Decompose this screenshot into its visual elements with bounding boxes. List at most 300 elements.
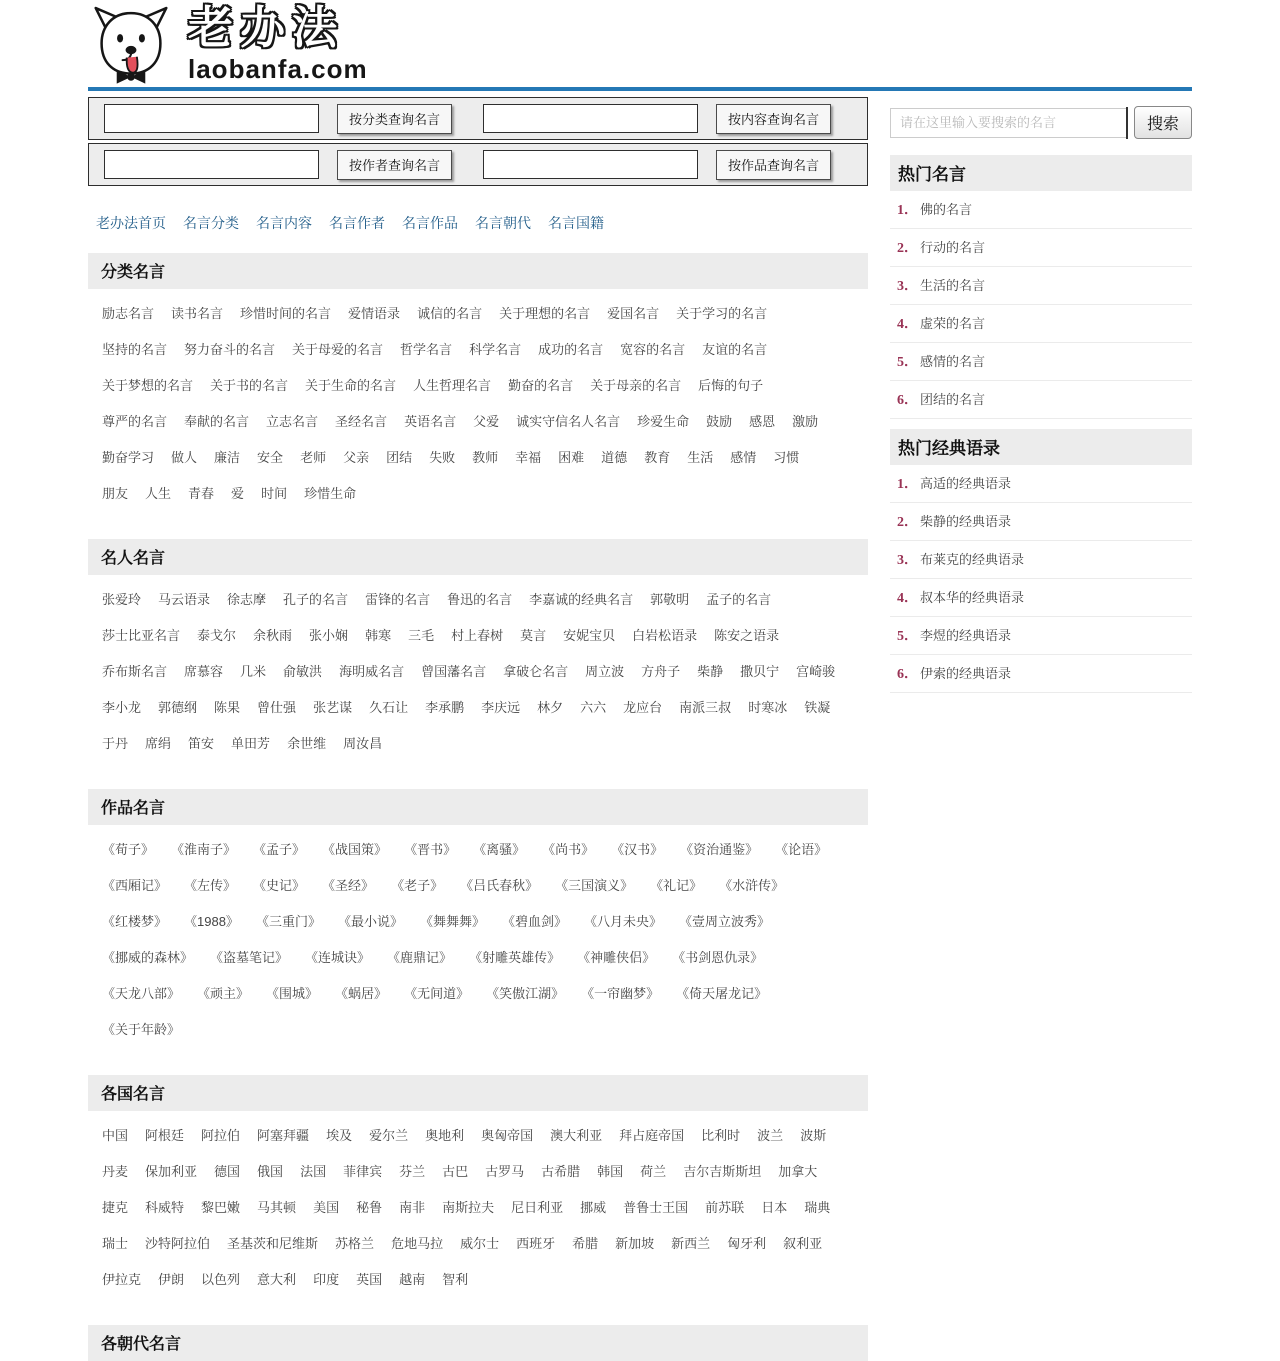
category-link[interactable]: 科学名言 [469,342,522,357]
category-link[interactable]: 哲学名言 [400,342,453,357]
panel-item [890,465,1192,503]
item-number: 2． [897,515,918,530]
author-link[interactable]: 周汝昌 [343,736,383,751]
category-link[interactable]: 教育 [644,450,671,465]
category-link[interactable]: 圣经名言 [335,414,388,429]
author-link[interactable]: 拿破仑名言 [503,664,569,679]
country-link[interactable]: 古希腊 [541,1164,581,1179]
country-link[interactable]: 叙利亚 [783,1236,823,1251]
hot-sayings-link[interactable]: 布莱克的经典语录 [920,552,1025,567]
search-button[interactable]: 搜索 [1134,106,1192,139]
country-link[interactable]: 芬兰 [399,1164,426,1179]
country-link[interactable]: 波兰 [757,1128,784,1143]
country-link[interactable]: 加拿大 [778,1164,818,1179]
author-link[interactable]: 马云语录 [158,592,211,607]
category-link[interactable]: 时间 [261,486,288,501]
hot-quotes-link[interactable]: 生活的名言 [920,278,986,293]
query-button-2[interactable]: 按作者查询名言 [337,150,452,180]
section-category [88,253,868,519]
work-link[interactable]: 《笑傲江湖》 [486,986,565,1001]
work-link[interactable]: 《挪威的森林》 [102,950,194,965]
author-link[interactable]: 宫崎骏 [796,664,836,679]
work-link[interactable]: 《老子》 [391,878,444,893]
work-link[interactable]: 《关于年龄》 [102,1022,181,1037]
country-link[interactable]: 智利 [442,1272,469,1287]
item-number: 3． [897,553,918,568]
item-number: 6． [897,393,918,408]
query-input-0[interactable] [104,104,319,133]
category-link[interactable]: 青春 [188,486,215,501]
author-link[interactable]: 曾国藩名言 [421,664,487,679]
author-link[interactable]: 俞敏洪 [283,664,323,679]
country-link[interactable]: 波斯 [800,1128,827,1143]
country-link[interactable]: 保加利亚 [145,1164,198,1179]
author-link[interactable]: 于丹 [102,736,129,751]
country-link[interactable]: 捷克 [102,1200,129,1215]
site-header [88,0,1192,91]
author-link[interactable]: 笛安 [188,736,215,751]
category-link[interactable]: 珍爱生命 [637,414,690,429]
country-link[interactable]: 黎巴嫩 [201,1200,241,1215]
country-link[interactable]: 印度 [313,1272,340,1287]
country-link[interactable]: 荷兰 [640,1164,667,1179]
sidebar [890,97,1192,1361]
nav-link[interactable]: 名言国籍 [548,215,604,231]
work-link[interactable]: 《围城》 [266,986,319,1001]
panel-item [890,617,1192,655]
hot-sayings-link[interactable]: 李煜的经典语录 [920,628,1012,643]
panel-title: 热门经典语录 [890,429,1192,465]
work-link[interactable]: 《三重门》 [255,914,321,929]
category-link[interactable]: 勤奋的名言 [508,378,574,393]
country-link[interactable]: 奥匈帝国 [481,1128,534,1143]
query-input-2[interactable] [104,150,319,179]
query-form-row [88,143,868,186]
category-link[interactable]: 关于梦想的名言 [102,378,194,393]
country-link[interactable]: 新西兰 [671,1236,711,1251]
author-link[interactable]: 余世维 [287,736,327,751]
category-link[interactable]: 关于生命的名言 [305,378,397,393]
work-link[interactable]: 《舞舞舞》 [419,914,485,929]
author-link[interactable]: 林夕 [537,700,564,715]
work-link[interactable]: 《礼记》 [650,878,703,893]
author-link[interactable]: 几米 [240,664,267,679]
category-link[interactable]: 道德 [601,450,628,465]
category-link[interactable]: 廉洁 [214,450,241,465]
nav-link[interactable]: 名言内容 [256,215,312,231]
author-link[interactable]: 陈果 [214,700,241,715]
country-link[interactable]: 法国 [300,1164,327,1179]
author-link[interactable]: 李庆远 [481,700,521,715]
country-link[interactable]: 秘鲁 [356,1200,383,1215]
work-link[interactable]: 《顽主》 [197,986,250,1001]
country-link[interactable]: 意大利 [257,1272,297,1287]
country-link[interactable]: 伊拉克 [102,1272,142,1287]
hot-quotes-link[interactable]: 感情的名言 [920,354,986,369]
country-link[interactable]: 古罗马 [485,1164,525,1179]
author-link[interactable]: 单田芳 [231,736,271,751]
author-link[interactable]: 李小龙 [102,700,142,715]
panel-item [890,503,1192,541]
country-link[interactable]: 澳大利亚 [550,1128,603,1143]
category-link[interactable]: 诚实守信名人名言 [516,414,621,429]
author-link[interactable]: 方舟子 [641,664,681,679]
hot-sayings-link[interactable]: 高适的经典语录 [920,476,1012,491]
panel-item [890,191,1192,229]
country-link[interactable]: 阿根廷 [145,1128,185,1143]
author-link[interactable]: 余秋雨 [253,628,293,643]
country-link[interactable]: 南斯拉夫 [442,1200,495,1215]
country-link[interactable]: 吉尔吉斯斯坦 [683,1164,762,1179]
country-link[interactable]: 比利时 [701,1128,741,1143]
category-link[interactable]: 努力奋斗的名言 [184,342,276,357]
work-link[interactable]: 《红楼梦》 [102,914,168,929]
panel-item [890,541,1192,579]
country-link[interactable]: 希腊 [572,1236,599,1251]
sidebar-search [890,106,1192,139]
section-author [88,539,868,769]
category-link[interactable]: 成功的名言 [538,342,604,357]
category-link[interactable]: 英语名言 [404,414,457,429]
author-link[interactable]: 席绢 [145,736,172,751]
work-link[interactable]: 《晋书》 [404,842,457,857]
main-nav [96,213,868,233]
country-link[interactable]: 普鲁士王国 [623,1200,689,1215]
section-title: 各国名言 [88,1075,868,1111]
work-link[interactable]: 《尚书》 [542,842,595,857]
category-link[interactable]: 励志名言 [102,306,155,321]
country-link[interactable]: 伊朗 [158,1272,185,1287]
search-divider [1126,107,1128,139]
work-link[interactable]: 《淮南子》 [171,842,237,857]
work-link[interactable]: 《天龙八部》 [102,986,181,1001]
nav-link[interactable]: 名言分类 [183,215,239,231]
category-link[interactable]: 失败 [429,450,456,465]
country-link[interactable]: 俄国 [257,1164,284,1179]
hot-quotes-link[interactable]: 佛的名言 [920,202,973,217]
category-link[interactable]: 困难 [558,450,585,465]
main-column [88,97,868,1361]
category-link[interactable]: 老师 [300,450,327,465]
work-link[interactable]: 《八月未央》 [584,914,663,929]
nav-link[interactable]: 名言作品 [402,215,458,231]
category-link[interactable]: 激励 [792,414,819,429]
author-link[interactable]: 徐志摩 [227,592,267,607]
category-link[interactable]: 做人 [171,450,198,465]
country-link[interactable]: 埃及 [326,1128,353,1143]
country-link[interactable]: 拜占庭帝国 [619,1128,685,1143]
item-number: 4． [897,317,918,332]
author-link[interactable]: 周立波 [585,664,625,679]
country-link[interactable]: 匈牙利 [727,1236,767,1251]
category-link[interactable]: 诚信的名言 [417,306,483,321]
category-link[interactable]: 习惯 [773,450,800,465]
site-domain: laobanfa.com [188,53,368,84]
country-link[interactable]: 菲律宾 [343,1164,383,1179]
category-link[interactable]: 关于学习的名言 [676,306,768,321]
panel-item [890,343,1192,381]
content [88,97,1192,1361]
work-link[interactable]: 《孟子》 [253,842,306,857]
country-link[interactable]: 南非 [399,1200,426,1215]
category-link[interactable]: 感情 [730,450,757,465]
logo[interactable] [88,3,368,87]
author-link[interactable]: 李承鹏 [425,700,465,715]
section-links [88,1111,868,1305]
author-link[interactable]: 撒贝宁 [740,664,780,679]
author-link[interactable]: 郭敬明 [650,592,690,607]
sections [88,253,868,1361]
country-link[interactable]: 奥地利 [425,1128,465,1143]
country-link[interactable]: 圣基茨和尼维斯 [227,1236,319,1251]
panel-hot-quotes [890,155,1192,419]
country-link[interactable]: 韩国 [597,1164,624,1179]
panel-item [890,579,1192,617]
country-link[interactable]: 越南 [399,1272,426,1287]
work-link[interactable]: 《倚天屠龙记》 [676,986,768,1001]
author-link[interactable]: 龙应台 [623,700,663,715]
work-link[interactable]: 《书剑恩仇录》 [672,950,764,965]
country-link[interactable]: 新加坡 [615,1236,655,1251]
work-link[interactable]: 《三国演义》 [555,878,634,893]
section-links [88,575,868,769]
author-link[interactable]: 铁凝 [804,700,831,715]
author-link[interactable]: 久石让 [369,700,409,715]
category-link[interactable]: 生活 [687,450,714,465]
category-link[interactable]: 教师 [472,450,499,465]
country-link[interactable]: 阿塞拜疆 [257,1128,310,1143]
country-link[interactable]: 瑞典 [804,1200,831,1215]
section-title: 名人名言 [88,539,868,575]
work-link[interactable]: 《连城诀》 [305,950,371,965]
country-link[interactable]: 爱尔兰 [369,1128,409,1143]
nav-link[interactable]: 名言朝代 [475,215,531,231]
hot-sayings-link[interactable]: 柴静的经典语录 [920,514,1012,529]
hot-quotes-link[interactable]: 虚荣的名言 [920,316,986,331]
category-link[interactable]: 勤奋学习 [102,450,155,465]
section-links [88,825,868,1055]
category-link[interactable]: 团结 [386,450,413,465]
item-number: 4． [897,591,918,606]
item-number: 1． [897,203,918,218]
dog-mascot-icon [88,3,174,87]
author-link[interactable]: 三毛 [408,628,435,643]
category-link[interactable]: 立志名言 [266,414,319,429]
country-link[interactable]: 危地马拉 [391,1236,444,1251]
nav-link[interactable]: 名言作者 [329,215,385,231]
section-dynasty [88,1325,868,1361]
work-link[interactable]: 《神雕侠侣》 [577,950,656,965]
item-number: 5． [897,629,918,644]
work-link[interactable]: 《吕氏春秋》 [460,878,539,893]
query-form-row [88,97,868,140]
section-country [88,1075,868,1305]
country-link[interactable]: 瑞士 [102,1236,129,1251]
country-link[interactable]: 德国 [214,1164,241,1179]
section-title: 各朝代名言 [88,1325,868,1361]
country-link[interactable]: 中国 [102,1128,129,1143]
author-link[interactable]: 莫言 [520,628,547,643]
query-button-3[interactable]: 按作品查询名言 [716,150,831,180]
author-link[interactable]: 安妮宝贝 [563,628,616,643]
category-link[interactable]: 珍惜生命 [304,486,357,501]
category-link[interactable]: 鼓励 [706,414,733,429]
work-link[interactable]: 《最小说》 [337,914,403,929]
hot-quotes-link[interactable]: 行动的名言 [920,240,986,255]
country-link[interactable]: 英国 [356,1272,383,1287]
author-link[interactable]: 席慕容 [184,664,224,679]
author-link[interactable]: 乔布斯名言 [102,664,168,679]
category-link[interactable]: 关于理想的名言 [499,306,591,321]
author-link[interactable]: 时寒冰 [748,700,788,715]
category-link[interactable]: 宽容的名言 [620,342,686,357]
query-input-3[interactable] [483,150,698,179]
panel-item [890,305,1192,343]
hot-quotes-link[interactable]: 团结的名言 [920,392,986,407]
category-link[interactable]: 感恩 [749,414,776,429]
author-link[interactable]: 白岩松语录 [632,628,698,643]
work-link[interactable]: 《鹿鼎记》 [387,950,453,965]
category-link[interactable]: 爱 [231,486,245,501]
category-link[interactable]: 朋友 [102,486,129,501]
category-link[interactable]: 关于书的名言 [210,378,289,393]
country-link[interactable]: 科威特 [145,1200,185,1215]
country-link[interactable]: 西班牙 [516,1236,556,1251]
panel-item [890,381,1192,419]
country-link[interactable]: 古巴 [442,1164,469,1179]
category-link[interactable]: 安全 [257,450,284,465]
site-title: 老办法 [188,2,345,54]
category-link[interactable]: 幸福 [515,450,542,465]
work-link[interactable]: 《战国策》 [322,842,388,857]
category-link[interactable]: 关于母亲的名言 [590,378,682,393]
country-link[interactable]: 沙特阿拉伯 [145,1236,211,1251]
sidebar-panels [890,155,1192,693]
country-link[interactable]: 美国 [313,1200,340,1215]
category-link[interactable]: 尊严的名言 [102,414,168,429]
author-link[interactable]: 郭德纲 [158,700,198,715]
query-input-1[interactable] [483,104,698,133]
author-link[interactable]: 村上春树 [451,628,504,643]
author-link[interactable]: 张艺谋 [313,700,353,715]
author-link[interactable]: 莎士比亚名言 [102,628,181,643]
work-link[interactable]: 《左传》 [184,878,237,893]
section-title: 分类名言 [88,253,868,289]
item-number: 1． [897,477,918,492]
query-button-1[interactable]: 按内容查询名言 [716,104,831,134]
logo-text [188,4,368,84]
panel-item [890,229,1192,267]
item-number: 2． [897,241,918,256]
country-link[interactable]: 以色列 [201,1272,241,1287]
category-link[interactable]: 后悔的句子 [698,378,764,393]
work-link[interactable]: 《水浒传》 [719,878,785,893]
section-links [88,289,868,519]
section-work [88,789,868,1055]
work-link[interactable]: 《射雕英雄传》 [469,950,561,965]
nav-link[interactable]: 老办法首页 [96,215,166,231]
author-link[interactable]: 六六 [580,700,607,715]
category-link[interactable]: 父亲 [343,450,370,465]
work-link[interactable]: 《资治通鉴》 [680,842,759,857]
author-link[interactable]: 南派三叔 [679,700,732,715]
query-form [88,97,868,186]
panel-title: 热门名言 [890,155,1192,191]
country-link[interactable]: 苏格兰 [335,1236,375,1251]
country-link[interactable]: 阿拉伯 [201,1128,241,1143]
panel-item [890,267,1192,305]
work-link[interactable]: 《汉书》 [611,842,664,857]
page [88,0,1192,1361]
country-link[interactable]: 威尔士 [460,1236,500,1251]
country-link[interactable]: 日本 [761,1200,788,1215]
work-link[interactable]: 《西厢记》 [102,878,168,893]
author-link[interactable]: 孟子的名言 [706,592,772,607]
author-link[interactable]: 柴静 [697,664,724,679]
work-link[interactable]: 《论语》 [775,842,828,857]
category-link[interactable]: 友谊的名言 [702,342,768,357]
author-link[interactable]: 雷锋的名言 [365,592,431,607]
author-link[interactable]: 海明威名言 [339,664,405,679]
hot-sayings-link[interactable]: 叔本华的经典语录 [920,590,1025,605]
work-link[interactable]: 《1988》 [184,914,239,929]
work-link[interactable]: 《盗墓笔记》 [210,950,289,965]
category-link[interactable]: 读书名言 [171,306,224,321]
hot-sayings-link[interactable]: 伊索的经典语录 [920,666,1012,681]
work-link[interactable]: 《圣经》 [322,878,375,893]
panel-item [890,655,1192,693]
country-link[interactable]: 丹麦 [102,1164,129,1179]
category-link[interactable]: 父爱 [473,414,500,429]
panel-hot-sayings [890,429,1192,693]
author-link[interactable]: 李嘉诚的经典名言 [529,592,634,607]
work-link[interactable]: 《蜗居》 [335,986,388,1001]
author-link[interactable]: 鲁迅的名言 [447,592,513,607]
country-link[interactable]: 前苏联 [705,1200,745,1215]
author-link[interactable]: 张小娴 [309,628,349,643]
category-link[interactable]: 坚持的名言 [102,342,168,357]
category-link[interactable]: 爱情语录 [348,306,401,321]
category-link[interactable]: 关于母爱的名言 [292,342,384,357]
country-link[interactable]: 挪威 [580,1200,607,1215]
category-link[interactable]: 珍惜时间的名言 [240,306,332,321]
author-link[interactable]: 张爱玲 [102,592,142,607]
author-link[interactable]: 孔子的名言 [283,592,349,607]
author-link[interactable]: 泰戈尔 [197,628,237,643]
work-link[interactable]: 《无间道》 [404,986,470,1001]
category-link[interactable]: 爱国名言 [607,306,660,321]
category-link[interactable]: 奉献的名言 [184,414,250,429]
section-title: 作品名言 [88,789,868,825]
search-input[interactable] [890,108,1126,138]
item-number: 3． [897,279,918,294]
author-link[interactable]: 曾仕强 [257,700,297,715]
work-link[interactable]: 《一帘幽梦》 [581,986,660,1001]
item-number: 6． [897,667,918,682]
author-link[interactable]: 韩寒 [365,628,392,643]
query-button-0[interactable]: 按分类查询名言 [337,104,452,134]
author-link[interactable]: 陈安之语录 [714,628,780,643]
work-link[interactable]: 《史记》 [253,878,306,893]
country-link[interactable]: 尼日利亚 [511,1200,564,1215]
work-link[interactable]: 《碧血剑》 [501,914,567,929]
category-link[interactable]: 人生 [145,486,172,501]
work-link[interactable]: 《离骚》 [473,842,526,857]
category-link[interactable]: 人生哲理名言 [413,378,492,393]
country-link[interactable]: 马其顿 [257,1200,297,1215]
work-link[interactable]: 《壹周立波秀》 [679,914,771,929]
work-link[interactable]: 《荀子》 [102,842,155,857]
